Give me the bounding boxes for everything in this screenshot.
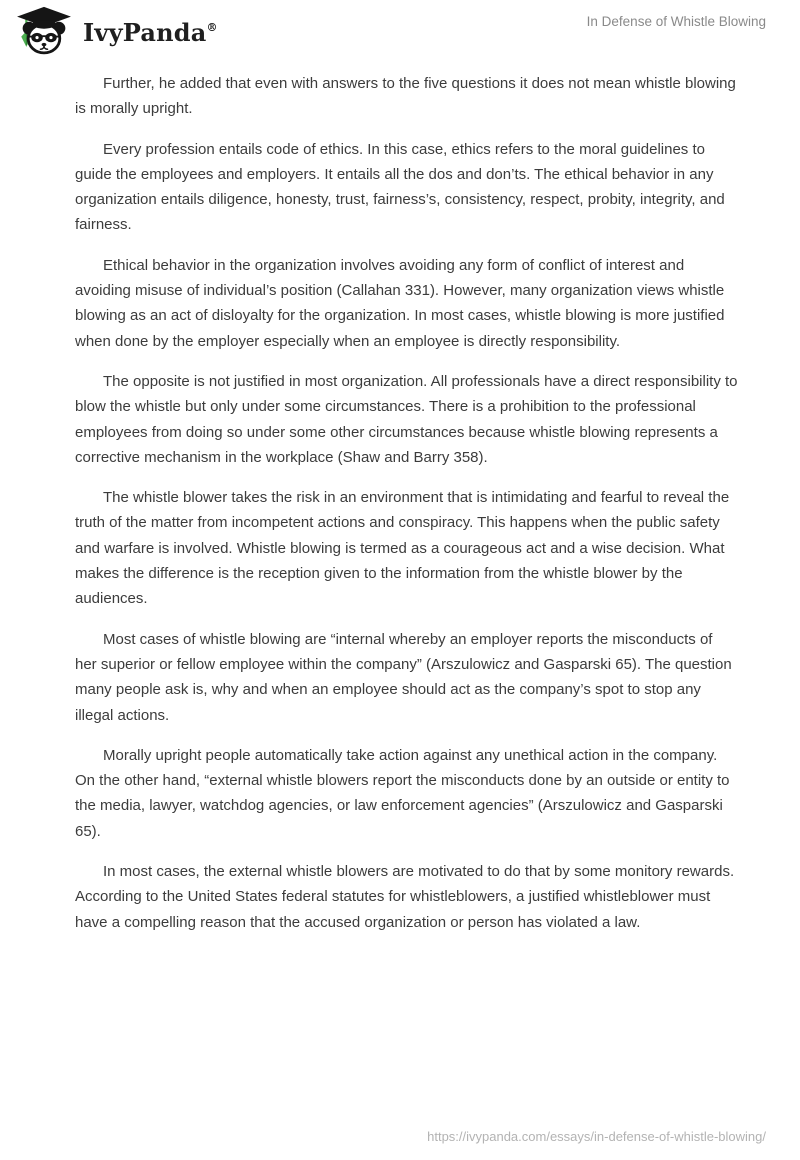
essay-body	[75, 71, 738, 950]
essay-paragraph: Ethical behavior in the organization involves avoiding any form of conflict of interest and avoiding misuse of individual’s position (Callahan 331). However, many organization views whistle blowing as an act of disloyalty for the organization. In most cases, whistle blowing is more justified when done by the employer especially when an employee is directly responsibility.	[75, 256, 725, 350]
document-title: In Defense of Whistle Blowing	[586, 14, 766, 29]
essay-paragraph: Further, he added that even with answers to the five questions it does not mean whistle blowing is morally upright.	[75, 75, 736, 118]
brand-name	[83, 18, 218, 47]
essay-paragraph: The whistle blower takes the risk in an environment that is intimidating and fearful to reveal the truth of the matter from incompetent actions and conspiracy. This happens when the public safety and warfare is involved. Whistle blowing is termed as a courageous act and a wise decision. What makes the difference is the reception given to the information from the whistle blower by the audiences.	[75, 489, 730, 608]
registered-trademark-symbol: ®	[206, 20, 218, 34]
essay-paragraph: In most cases, the external whistle blowers are motivated to do that by some monitory rewards. According to the United States federal statutes for whistleblowers, a justified whistleblower must have a compelling reason that the accused organization or person has violated a law.	[75, 863, 735, 931]
source-url: https://ivypanda.com/essays/in-defense-of-whistle-blowing/	[427, 1129, 766, 1144]
panda-graduate-icon	[14, 6, 74, 58]
essay-paragraph: The opposite is not justified in most organization. All professionals have a direct responsibility to blow the whistle but only under some circumstances. There is a prohibition to the professional employees from doing so under some other circumstances because whistle blowing represents a corrective mechanism in the workplace (Shaw and Barry 358).	[75, 372, 738, 466]
essay-paragraph: Most cases of whistle blowing are “internal whereby an employer reports the misconducts of her superior or fellow employee within the company” (Arszulowicz and Gasparski 65). The question many people ask is, why and when an employee should act as the company’s spot to stop any illegal actions.	[75, 630, 732, 724]
essay-paragraph: Every profession entails code of ethics. In this case, ethics refers to the moral guidelines to guide the employees and employers. It entails all the dos and don’ts. The ethical behavior in any organization entails diligence, honesty, trust, fairness’s, consistency, respect, probity, integrity, and fairness.	[75, 140, 725, 234]
brand-name-text: IvyPanda	[83, 17, 207, 47]
essay-paragraph: Morally upright people automatically take action against any unethical action in the company. On the other hand, “external whistle blowers report the misconducts done by an outside or entity to the media, lawyer, watchdog agencies, or law enforcement agencies” (Arszulowicz and Gasparski 65).	[75, 746, 730, 840]
ivypanda-brand	[14, 6, 218, 58]
page-header	[0, 0, 800, 66]
